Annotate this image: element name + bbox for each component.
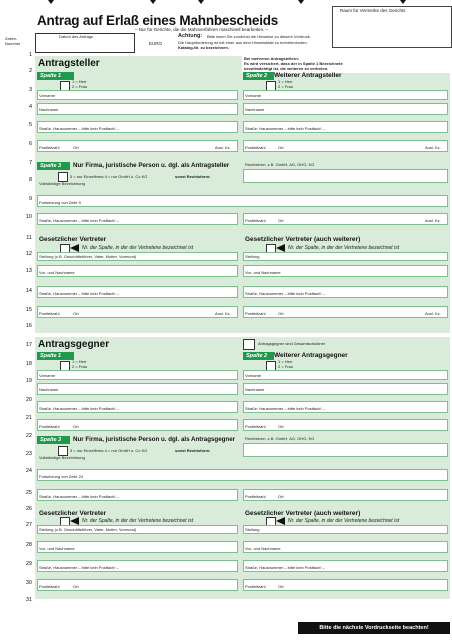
margin-tick (298, 0, 304, 4)
strasse-label: Straße, Hausnummer – bitte kein Postfach! – (39, 126, 119, 131)
spalte2-badge: Spalte 2 (243, 72, 274, 80)
row-number: 15 (25, 307, 32, 313)
row-number: 27 (25, 522, 32, 528)
fortsetzung-label: Fortsetzung von Zeile 9 (39, 200, 81, 205)
vorname-label: Vorname (245, 373, 262, 378)
frau-label: 2 = Frau (278, 364, 294, 369)
arrow-icon (276, 244, 285, 252)
arrow-icon (276, 517, 285, 525)
ausl-label: Ausl. Kz. (425, 311, 441, 316)
nachname-label: Nachname (39, 387, 59, 392)
nachname-label: Nachname (39, 107, 59, 112)
row-number: 3 (28, 87, 32, 93)
strasse-label: Straße, Hausnummer – bitte kein Postfach! – (245, 406, 325, 411)
margin-tick (400, 0, 406, 4)
nachname-field-2[interactable] (243, 383, 448, 395)
achtung-title: Achtung: (178, 33, 203, 39)
ort-label: Ort (278, 424, 284, 429)
plz-label: Postleitzahl (39, 145, 60, 150)
fortsetzung-field[interactable] (37, 469, 448, 481)
row-number: 25 (25, 490, 32, 496)
bezeichnung-label: Vollständige Bezeichnung (39, 455, 85, 460)
plz-label: Postleitzahl (245, 494, 266, 499)
row-number: 21 (25, 415, 32, 421)
ausl-label: Ausl. Kz. (215, 145, 231, 150)
datum-label: Datum des Antrags (59, 34, 94, 39)
row-number: 16 (25, 323, 32, 329)
strasse-label: Straße, Hausnummer – bitte kein Postfach! – (39, 494, 119, 499)
vor-nachname-label: Vor- und Nachname (245, 546, 281, 551)
row-number: 13 (25, 268, 32, 274)
gesetzlicher-vertreter-2: Gesetzlicher Vertreter (auch weiterer) (245, 510, 361, 517)
page-subtitle: – Nur für Gerichte, die die Mahnverfahren maschinell bearbeiten. – (135, 27, 269, 32)
herr-label: 1 = Herr (278, 359, 293, 364)
strasse-label: Straße, Hausnummer – bitte kein Postfach! – (245, 565, 325, 570)
plz-ort-field-5[interactable] (243, 306, 448, 318)
ort-label: Ort (73, 584, 79, 589)
row-number: 7 (28, 160, 32, 166)
spalte-hint: Nr. der Spalte, in der der Vertretene bezeichnet ist (82, 245, 194, 251)
stellung-label: Stellung (z.B. Geschäftsführer, Vater, Mutter, Vormund) (39, 527, 137, 532)
stellung-field-2[interactable] (243, 525, 448, 534)
vor-nachname-label: Vor- und Nachname (39, 270, 75, 275)
mehrere-note: Es wird versichert, dass der in Spalte 1 Bezeichnete (244, 61, 343, 66)
weiterer-antragsgegner: Weiterer Antragsgegner (274, 352, 348, 359)
vorname-label: Vorname (245, 93, 262, 98)
row-number: 28 (25, 542, 32, 548)
row-number: 31 (25, 597, 32, 603)
ort-label: Ort (278, 311, 284, 316)
plz-label: Postleitzahl (245, 218, 266, 223)
row-number: 6 (28, 141, 32, 147)
vorname-field-2[interactable] (243, 90, 448, 100)
ort-label: Ort (278, 218, 284, 223)
antragsteller-heading: Antragsteller (38, 58, 100, 69)
firma-heading: Nur Firma, juristische Person u. dgl. als Antragsgegner (73, 436, 236, 443)
plz-ort-field-4[interactable] (37, 579, 238, 591)
ausl-label: Ausl. Kz. (215, 311, 231, 316)
vorname-field-2[interactable] (243, 370, 448, 380)
vor-nachname-label: Vor- und Nachname (245, 270, 281, 275)
ausl-label: Ausl. Kz. (425, 145, 441, 150)
arrow-icon (70, 244, 79, 252)
ort-label: Ort (278, 494, 284, 499)
spalte1-badge: Spalte 1 (37, 72, 74, 80)
row-number: 1 (28, 52, 32, 58)
einzelfirma-label: 3 = nur Einzelfirma 4 = nur GmbH u. Co KG (70, 448, 148, 453)
strasse-label: Straße, Hausnummer – bitte kein Postfach! – (39, 406, 119, 411)
arrow-icon (70, 517, 79, 525)
frau-label: 2 = Frau (72, 84, 88, 89)
gesetzlicher-vertreter-2: Gesetzlicher Vertreter (auch weiterer) (245, 236, 361, 243)
row-number: 8 (28, 177, 32, 183)
vorname-label: Vorname (39, 373, 56, 378)
plz-ort-field-4[interactable] (37, 306, 238, 318)
ort-label: Ort (73, 311, 79, 316)
row-number: 17 (25, 342, 32, 348)
next-page-banner: Bitte die nächste Vordruckseite beachten! (298, 622, 450, 634)
gesamtschuldner-label: Antragsgegner sind Gesamtschuldner (258, 341, 326, 346)
plz-ort-field-3[interactable] (243, 489, 448, 501)
plz-label: Postleitzahl (245, 584, 266, 589)
plz-label: Postleitzahl (39, 311, 60, 316)
spalte-hint: Nr. der Spalte, in der der Vertretene bezeichnet ist (82, 518, 194, 524)
margin-tick (48, 0, 54, 4)
strasse-label: Straße, Hausnummer – bitte kein Postfach! – (39, 291, 119, 296)
stellung-label: Stellung (245, 254, 260, 259)
row-number: 22 (25, 433, 32, 439)
plz-label: Postleitzahl (39, 424, 60, 429)
stellung-label: Stellung (245, 527, 260, 532)
plz-ort-field[interactable] (37, 140, 238, 152)
herr-label: 1 = Herr (72, 79, 87, 84)
row-number: 20 (25, 397, 32, 403)
row-number: 2 (28, 68, 32, 74)
ort-label: Ort (278, 584, 284, 589)
spalte3-badge: Spalte 3 (37, 162, 70, 170)
nachname-field-2[interactable] (243, 103, 448, 115)
sonst-label: sonst Rechtsform: (175, 448, 211, 453)
row-number: 23 (25, 451, 32, 457)
row-number: 5 (28, 122, 32, 128)
fortsetzung-field[interactable] (37, 195, 448, 207)
rechtsform-field[interactable] (243, 443, 448, 457)
row-number: 10 (25, 214, 32, 220)
antragsgegner-heading: Antragsgegner (38, 339, 110, 350)
plz-label: Postleitzahl (245, 311, 266, 316)
achtung-text: Katalog-Nr. zu bezeichnen. (178, 45, 229, 50)
plz-ort-field-5[interactable] (243, 579, 448, 591)
nachname-field[interactable] (37, 383, 238, 395)
row-number: 9 (28, 196, 32, 202)
strasse-label: Straße, Hausnummer – bitte kein Postfach! – (245, 126, 325, 131)
plz-ort-field-2[interactable] (243, 419, 448, 431)
spalte-hint: Nr. der Spalte, in der der Vertretene bezeichnet ist (288, 518, 400, 524)
vorname-field[interactable] (37, 370, 238, 380)
rechtsform-hint: Rechtsform, z.B. GmbH, AG, OHG, KG (245, 436, 315, 441)
plz-ort-field[interactable] (37, 419, 238, 431)
strasse-label: Straße, Hausnummer – bitte kein Postfach! – (39, 218, 119, 223)
rechtsform-hint: Rechtsform, z.B. GmbH, AG, OHG, KG (245, 162, 315, 167)
row-number: 12 (25, 251, 32, 257)
currency-label: EURO (149, 41, 163, 46)
spalte2-badge: Spalte 2 (243, 352, 274, 360)
gesetzlicher-vertreter: Gesetzlicher Vertreter (39, 236, 107, 243)
mehrere-note: bevollmächtigt ist, die weiteren zu vertreten. (244, 66, 329, 71)
herr-label: 1 = Herr (72, 359, 87, 364)
ort-label: Ort (278, 145, 284, 150)
plz-label: Postleitzahl (39, 584, 60, 589)
gesamtschuldner-box[interactable] (243, 339, 255, 350)
plz-ort-field-2[interactable] (243, 140, 448, 152)
plz-label: Postleitzahl (245, 145, 266, 150)
achtung-text: Bitte lesen Sie zunächst die Hinweise zu diesem Vordruck. (207, 34, 311, 39)
bezeichnung-label: Vollständige Bezeichnung (39, 181, 85, 186)
mehrere-note: Bei mehreren Antragstellern: (244, 56, 299, 61)
row-number: 24 (25, 468, 32, 474)
spalte1-badge: Spalte 1 (37, 352, 74, 360)
row-number: 18 (25, 361, 32, 367)
vor-nachname-label: Vor- und Nachname (39, 546, 75, 551)
margin-tick (198, 0, 204, 4)
frau-label: 2 = Frau (72, 364, 88, 369)
weiterer-antragsteller: Weiterer Antragsteller (274, 72, 342, 79)
row-number: 26 (25, 506, 32, 512)
stellung-field-2[interactable] (243, 252, 448, 261)
row-number: 11 (26, 235, 32, 241)
row-number: 30 (25, 580, 32, 586)
vorname-label: Vorname (39, 93, 56, 98)
row-number: 14 (25, 288, 32, 294)
margin-tick (150, 0, 156, 4)
spalte-hint: Nr. der Spalte, in der der Vertretene bezeichnet ist (288, 245, 400, 251)
sonst-label: sonst Rechtsform: (175, 174, 211, 179)
herr-label: 1 = Herr (278, 79, 293, 84)
plz-ort-field-3[interactable] (243, 213, 448, 225)
row-number: 29 (25, 561, 32, 567)
plz-label: Postleitzahl (245, 424, 266, 429)
nachname-label: Nachname (245, 107, 265, 112)
row-number: 19 (25, 378, 32, 384)
ort-label: Ort (73, 424, 79, 429)
achtung-text: Die Hauptforderung ist mit einer aus dem Hinweisblatt zu entnehmenden (178, 40, 307, 45)
court-note-label: Raum für Vermerke des Gerichts (340, 8, 406, 13)
nachname-field[interactable] (37, 103, 238, 115)
vorname-field[interactable] (37, 90, 238, 100)
row-number: 4 (28, 104, 32, 110)
strasse-label: Straße, Hausnummer – bitte kein Postfach! – (245, 291, 325, 296)
spalte3-badge: Spalte 3 (37, 436, 70, 444)
nachname-label: Nachname (245, 387, 265, 392)
fortsetzung-label: Fortsetzung von Zeile 24 (39, 474, 84, 479)
ort-label: Ort (73, 145, 79, 150)
gesetzlicher-vertreter: Gesetzlicher Vertreter (39, 510, 107, 517)
rechtsform-field[interactable] (243, 169, 448, 183)
zeilen-nummer-label: Zeilen- Nummer (5, 36, 21, 46)
firma-heading: Nur Firma, juristische Person u. dgl. als Antragsteller (73, 162, 230, 169)
ausl-label: Ausl. Kz. (425, 218, 441, 223)
einzelfirma-label: 3 = nur Einzelfirma 4 = nur GmbH u. Co KG (70, 174, 148, 179)
strasse-label: Straße, Hausnummer – bitte kein Postfach! – (39, 565, 119, 570)
page-title: Antrag auf Erlaß eines Mahnbescheids (37, 13, 279, 28)
stellung-label: Stellung (z.B. Geschäftsführer, Vater, Mutter, Vormund) (39, 254, 137, 259)
frau-label: 2 = Frau (278, 84, 294, 89)
